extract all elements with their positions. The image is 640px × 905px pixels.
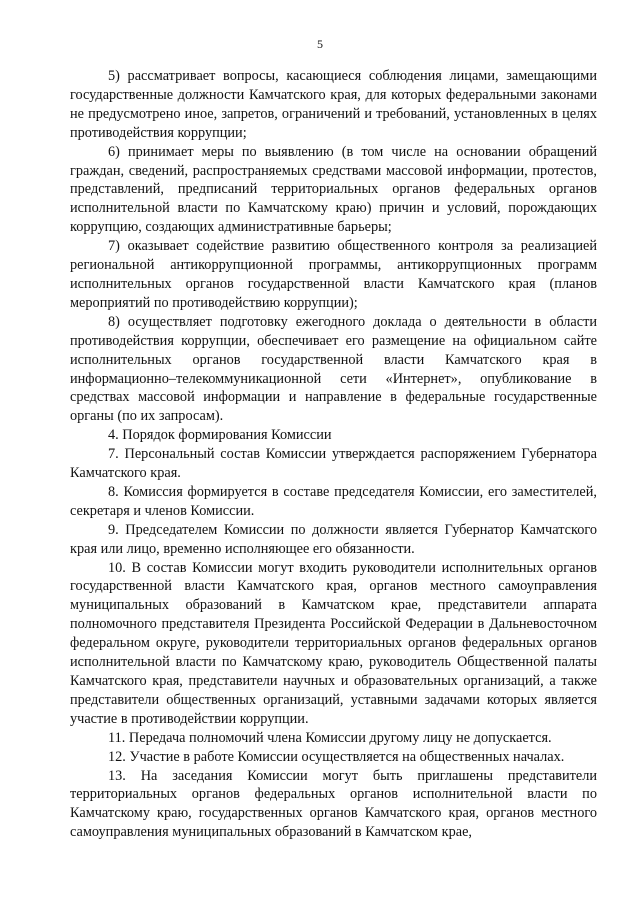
paragraph-item-6: 6) принимает меры по выявлению (в том числе на основании обращений граждан, сведений, распространяемых средствами массовой информации, протестов, представлений, предписаний территориальных органов федеральных органов исполнительной власти по Камчатскому краю) причин и условий, порождающих коррупцию, создающих административные барьеры;: [70, 143, 597, 236]
paragraph-clause-10: 10. В состав Комиссии могут входить руководители исполнительных органов государственной власти Камчатского края, органов местного самоуправления муниципальных образований в Камчатском крае, представители аппарата полномочного представителя Президента Российской Федерации в Дальневосточном федеральном округе, руководители территориальных органов федеральных органов исполнительной власти по Камчатскому краю, руководитель Общественной палаты Камчатского края, представители научных и образовательных организаций, а также представители общественных организаций, уставными задачами которых является участие в противодействии коррупции.: [70, 559, 597, 727]
paragraph-clause-7: 7. Персональный состав Комиссии утверждается распоряжением Губернатора Камчатского края.: [70, 446, 597, 482]
paragraph-clause-12: 12. Участие в работе Комиссии осуществляется на общественных началах.: [108, 748, 565, 765]
paragraph-clause-13: 13. На заседания Комиссии могут быть приглашены представители территориальных органов федеральных органов исполнительной власти по Камчатскому краю, государственных органов Камчатского края, органов местного самоуправления муниципальных образований в Камчатском крае,: [70, 767, 597, 841]
paragraph-clause-9: 9. Председателем Комиссии по должности является Губернатор Камчатского края или лицо, временно исполняющее его обязанности.: [70, 521, 597, 557]
paragraph-item-8: 8) осуществляет подготовку ежегодного доклада о деятельности в области противодействия коррупции, обеспечивает его размещение на официальном сайте исполнительных органов государственной власти Камчатского края в информационно–телекоммуникационной сети «Интернет», опубликование в средствах массовой информации и направление в федеральные государственные органы (по их запросам).: [70, 313, 597, 425]
paragraph-clause-11: 11. Передача полномочий члена Комиссии другому лицу не допускается.: [108, 729, 552, 746]
paragraph-clause-8: 8. Комиссия формируется в составе председателя Комиссии, его заместителей, секретаря и членов Комиссии.: [70, 483, 597, 519]
section-heading: 4. Порядок формирования Комиссии: [108, 427, 332, 444]
paragraph-item-7: 7) оказывает содействие развитию общественного контроля за реализацией региональной антикоррупционной программы, антикоррупционных программ исполнительных органов государственной власти Камчатского края (планов мероприятий по противодействию коррупции);: [70, 238, 597, 311]
document-body: [70, 67, 597, 842]
paragraph-item-5: 5) рассматривает вопросы, касающиеся соблюдения лицами, замещающими государственные должности Камчатского края, для которых федеральными законами не предусмотрено иное, запретов, ограничений и требований, установленных в целях противодействия коррупции;: [70, 68, 597, 141]
page-number: 5: [317, 37, 323, 51]
